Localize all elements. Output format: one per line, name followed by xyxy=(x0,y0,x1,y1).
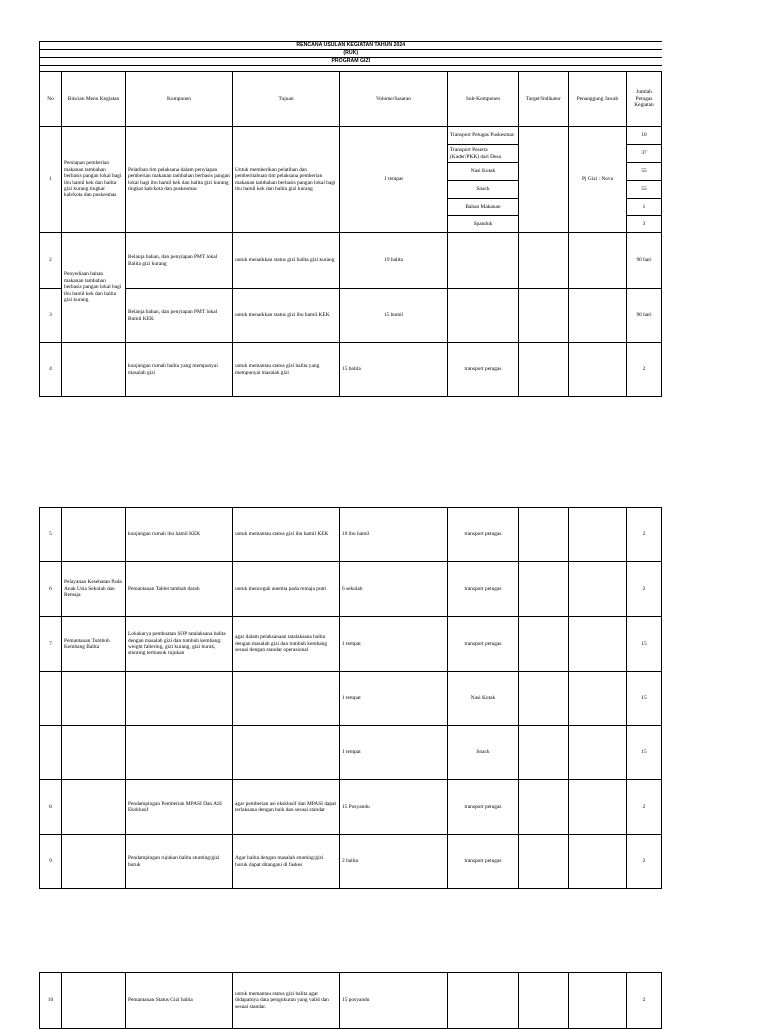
row-volume: 15 bumil xyxy=(340,289,448,343)
row-volume: 15 Posyandu xyxy=(340,780,448,835)
table-row xyxy=(40,289,662,343)
row-subkomponen: transport petugas xyxy=(448,508,519,562)
row-komponen: Lokakarya pembuatan SOP tatalaksana balita dengan masalah gizi dan tumbuh kembang: weight faltering, gizi kurang, gizi buruk, stunting termasuk rujukan xyxy=(126,617,233,672)
table-row xyxy=(40,672,662,726)
row-komponen: Pemantauan Tablet tambah darah xyxy=(126,562,233,617)
row-target xyxy=(519,289,569,343)
row-rincian: Pelayanan Kesehatan Pada Anak Usia Sekolah dan Remaja xyxy=(62,562,126,617)
row-jumlah: 2 xyxy=(627,973,662,1029)
col-header-rincian: Rincian Menu Kegiatan xyxy=(62,72,126,127)
row-tujuan: untuk mencegah anemia pada remaja putri xyxy=(233,562,340,617)
doc-title: RENCANA USULAN KEGIATAN TAHUN 2024 xyxy=(40,42,662,50)
row-rincian xyxy=(62,780,126,835)
row-penanggung xyxy=(569,508,627,562)
row-target xyxy=(519,127,569,233)
row-tujuan: agar dalam pelaksanaan tatalaksana balita dengan masalah gizi dan tumbuh kembang sesuai dengan standar operasional xyxy=(233,617,340,672)
row-komponen xyxy=(126,672,233,726)
row-no: 10 xyxy=(40,973,62,1029)
row-rincian: Pemantauan Tumbuh Kembang Balita xyxy=(62,617,126,672)
row-volume: 15 balita xyxy=(340,343,448,397)
row-jumlah: 55 xyxy=(627,163,662,181)
table-row xyxy=(40,233,662,289)
row-target xyxy=(519,780,569,835)
row-volume: 1 tempat xyxy=(340,617,448,672)
row-komponen: kunjungan rumah ibu hamil KEK xyxy=(126,508,233,562)
row-penanggung xyxy=(569,672,627,726)
row-volume: 15 posyandu xyxy=(340,973,448,1029)
ruk-table-part-2 xyxy=(39,507,662,889)
row-tujuan: untuk menaikkan status gizi ibu hamil KEK xyxy=(233,289,340,343)
row-no xyxy=(40,672,62,726)
doc-subtitle: (RUK) xyxy=(40,50,662,58)
row-tujuan: Untuk memberikan pelatihan dan pemberitahuan tim pelaksana pemberian makanan tambahan berbasis pangan lokal bagi ibu hamil kek dan balita gizi kurang xyxy=(233,127,340,233)
row-subkomponen xyxy=(448,973,519,1029)
row-jumlah: 2 xyxy=(627,835,662,889)
col-header-subkomponen: Sub-Komponen xyxy=(448,72,519,127)
row-subkomponen: Snack xyxy=(448,726,519,780)
row-target xyxy=(519,617,569,672)
row-penanggung xyxy=(569,343,627,397)
col-header-tujuan: Tujuan xyxy=(233,72,340,127)
row-penanggung xyxy=(569,233,627,289)
row-tujuan: Agar balita dengan masalah stunting/gizi buruk dapat ditangani di faskes xyxy=(233,835,340,889)
row-volume: 1 tempat xyxy=(340,127,448,233)
row-no: 2 xyxy=(40,233,62,289)
row-no: 1 xyxy=(40,127,62,233)
row-subkomponen: transport petugas xyxy=(448,562,519,617)
table-row xyxy=(40,617,662,672)
row-tujuan: untuk memantau status gizi balita agar didapatnya data pengukuran yang valid dan sesuai standar. xyxy=(233,973,340,1029)
table-row xyxy=(40,835,662,889)
row-tujuan: agar pemberian asi eksklusif dan MPASI dapat terlaksana dengan baik dan sesuai standar xyxy=(233,780,340,835)
row-penanggung xyxy=(569,562,627,617)
row-target xyxy=(519,508,569,562)
row-jumlah: 55 xyxy=(627,181,662,199)
row-subkomponen xyxy=(448,233,519,289)
row-rincian xyxy=(62,508,126,562)
row-subkomponen: Transport Petugas Puskesmas xyxy=(448,127,519,145)
row-volume: 1 tempat xyxy=(340,672,448,726)
row-jumlah: 2 xyxy=(627,780,662,835)
row-rincian: Penyediaan bahan makanan tambahan berbasis pangan lokal bagi ibu hamil kek dan balita gizi kurang xyxy=(62,233,126,343)
row-no: 7 xyxy=(40,617,62,672)
row-komponen xyxy=(126,726,233,780)
row-no: 9 xyxy=(40,835,62,889)
row-jumlah: 15 xyxy=(627,617,662,672)
row-jumlah: 15 xyxy=(627,672,662,726)
row-subkomponen: transport petugas xyxy=(448,780,519,835)
row-subkomponen: Nasi Kotak xyxy=(448,672,519,726)
row-volume: 10 ibu hamil xyxy=(340,508,448,562)
row-volume: 6 sekolah xyxy=(340,562,448,617)
row-volume: 1 tempat xyxy=(340,726,448,780)
row-jumlah: 10 xyxy=(627,127,662,145)
row-penanggung xyxy=(569,617,627,672)
col-header-jumlah: Jumlah Petugas Kegiatan xyxy=(627,72,662,127)
row-target xyxy=(519,233,569,289)
row-no: 4 xyxy=(40,343,62,397)
row-komponen: Pelatihan tim pelaksana dalam penyiapan pemberian makanan tambahan berbasis pangan lokal bagi ibu hamil kek dan balita gizi kurang tingkat kab/kota dan puskesmas xyxy=(126,127,233,233)
row-penanggung xyxy=(569,973,627,1029)
table-row xyxy=(40,127,662,145)
row-penanggung: Pj Gizi : Nova xyxy=(569,127,627,233)
row-subkomponen: transport petugas xyxy=(448,617,519,672)
row-subkomponen: transport petugas xyxy=(448,343,519,397)
row-volume: 19 balita xyxy=(340,233,448,289)
row-rincian xyxy=(62,835,126,889)
row-komponen: Pendampingan Pemberian MPASI Dan ASI Eksklusif xyxy=(126,780,233,835)
row-rincian xyxy=(62,672,126,726)
col-header-komponen: Komponen xyxy=(126,72,233,127)
row-rincian xyxy=(62,726,126,780)
row-rincian xyxy=(62,343,126,397)
row-no: 3 xyxy=(40,289,62,343)
row-jumlah: 90 hari xyxy=(627,289,662,343)
row-jumlah: 1 xyxy=(627,199,662,216)
row-komponen: Belanja bahan, dan penyiapan PMT lokal Bumil KEK xyxy=(126,289,233,343)
table-row xyxy=(40,780,662,835)
ruk-table-part-3 xyxy=(39,972,662,1029)
row-komponen: Pemantauan Status Gizi balita xyxy=(126,973,233,1029)
col-header-penanggung: Penanggung Jawab xyxy=(569,72,627,127)
row-rincian xyxy=(62,973,126,1029)
col-header-target: Target/Indikator xyxy=(519,72,569,127)
row-target xyxy=(519,343,569,397)
row-subkomponen: Snack xyxy=(448,181,519,199)
table-row xyxy=(40,343,662,397)
row-tujuan xyxy=(233,672,340,726)
row-volume: 2 balita xyxy=(340,835,448,889)
row-jumlah: 2 xyxy=(627,508,662,562)
row-tujuan xyxy=(233,726,340,780)
row-jumlah: 2 xyxy=(627,343,662,397)
table-row xyxy=(40,508,662,562)
row-subkomponen: Transport Peserta (Kader/PKK) dari Desa xyxy=(448,145,519,163)
row-jumlah: 37 xyxy=(627,145,662,163)
table-row xyxy=(40,726,662,780)
ruk-table-part-1 xyxy=(39,41,662,397)
row-target xyxy=(519,562,569,617)
row-penanggung xyxy=(569,726,627,780)
table-row xyxy=(40,973,662,1029)
row-no xyxy=(40,726,62,780)
row-komponen: Pendampingan rujukan balita stunting/gizi buruk xyxy=(126,835,233,889)
row-penanggung xyxy=(569,835,627,889)
row-target xyxy=(519,835,569,889)
row-komponen: kunjungan rumah balita yang mempunyai masalah gizi xyxy=(126,343,233,397)
row-subkomponen xyxy=(448,289,519,343)
row-jumlah: 15 xyxy=(627,726,662,780)
row-rincian: Persiapan pemberian makanan tambahan berbasis pangan lokal bagi ibu hamil kek dan balita gizi kurang tingkat kab/kota dan puskesmas xyxy=(62,127,126,233)
program-name: PROGRAM GIZI xyxy=(40,58,662,66)
row-jumlah: 2 xyxy=(627,562,662,617)
row-penanggung xyxy=(569,289,627,343)
row-no: 6 xyxy=(40,562,62,617)
row-penanggung xyxy=(569,780,627,835)
col-header-no: No xyxy=(40,72,62,127)
row-target xyxy=(519,973,569,1029)
row-tujuan: untuk menaikkan status gizi balita gizi kurang xyxy=(233,233,340,289)
table-row xyxy=(40,562,662,617)
row-target xyxy=(519,726,569,780)
row-jumlah: 90 hari xyxy=(627,233,662,289)
row-subkomponen: Bahan Makanan xyxy=(448,199,519,216)
row-jumlah: 3 xyxy=(627,216,662,233)
row-komponen: Belanja bahan, dan penyiapan PMT lokal Balita gizi kurang xyxy=(126,233,233,289)
row-tujuan: untuk memantau status gizi balita yang mempunyai masalah gizi xyxy=(233,343,340,397)
row-no: 8 xyxy=(40,780,62,835)
col-header-volume: Volume/Sasaran xyxy=(340,72,448,127)
row-subkomponen: transport petugas xyxy=(448,835,519,889)
row-tujuan: untuk memantau status gizi ibu hamil KEK xyxy=(233,508,340,562)
row-no: 5 xyxy=(40,508,62,562)
row-subkomponen: Spanduk xyxy=(448,216,519,233)
row-target xyxy=(519,672,569,726)
row-subkomponen: Nasi Kotak xyxy=(448,163,519,181)
